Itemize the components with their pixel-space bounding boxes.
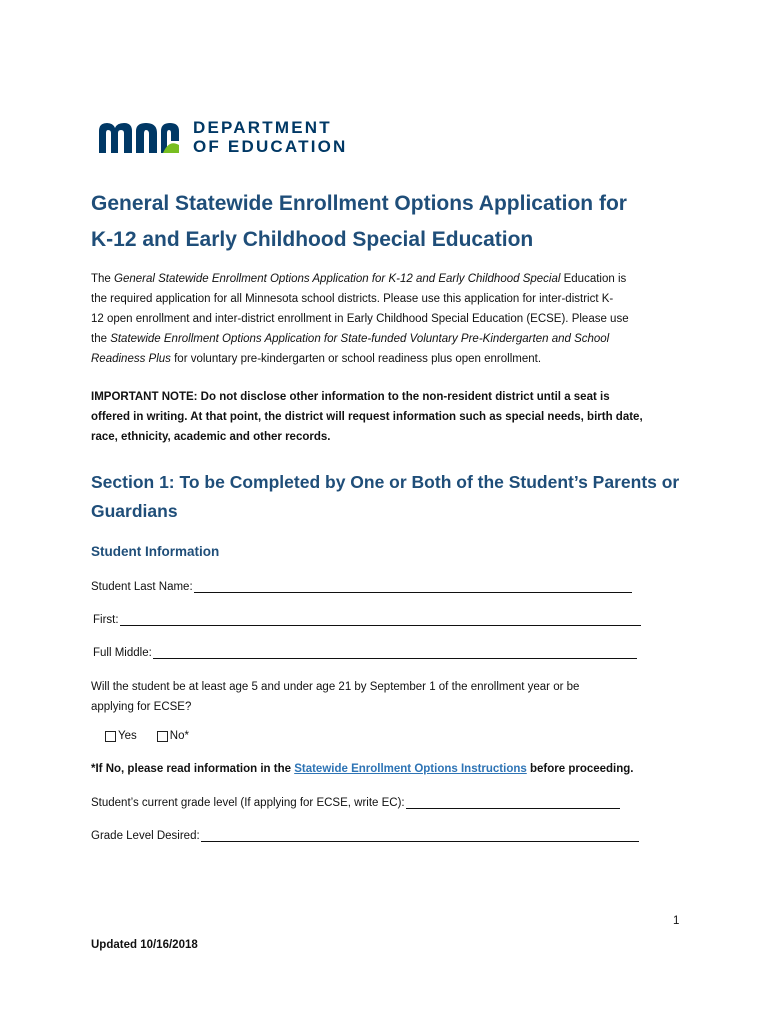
age-eligibility-question [91, 677, 671, 717]
note-line-2: offered in writing. At that point, the district will request information such as special needs, birth date, [91, 411, 643, 423]
question-line-2: applying for ECSE? [91, 701, 192, 713]
intro-text: the [91, 333, 111, 345]
middle-name-line[interactable] [153, 646, 637, 659]
if-no-text: *If No, please read information in the [91, 763, 295, 775]
intro-line-3: 12 open enrollment and inter-district enrollment in Early Childhood Special Education (ECSE). Please use [91, 313, 629, 325]
first-name-line[interactable] [120, 613, 641, 626]
no-checkbox[interactable] [157, 731, 168, 742]
logo-line-education: OF EDUCATION [193, 137, 348, 156]
note-line-3: race, ethnicity, academic and other records. [91, 431, 331, 443]
logo-line-department: DEPARTMENT [193, 118, 332, 137]
section-1-heading-line-2: Guardians [91, 501, 178, 521]
intro-italic-title: Readiness Plus [91, 353, 171, 365]
if-no-instruction [91, 763, 634, 775]
desired-grade-line[interactable] [201, 829, 639, 842]
student-last-name-line[interactable] [194, 580, 632, 593]
middle-name-field[interactable] [93, 646, 637, 659]
note-line-1: IMPORTANT NOTE: Do not disclose other information to the non-resident district until a seat is [91, 391, 610, 403]
middle-name-label: Full Middle: [93, 647, 152, 659]
document-title [91, 186, 731, 258]
intro-line-2: the required application for all Minnesota school districts. Please use this application for inter-district K- [91, 293, 614, 305]
intro-line-1 [91, 269, 691, 289]
desired-grade-field[interactable] [91, 829, 639, 842]
yes-option[interactable] [105, 730, 137, 742]
no-label: No* [169, 730, 189, 742]
if-no-text-end: before proceeding. [526, 763, 634, 775]
instructions-link[interactable]: Statewide Enrollment Options Instructions [294, 763, 527, 775]
intro-italic-title: General Statewide Enrollment Options Application for K-12 and Early Childhood Special [114, 273, 561, 285]
desired-grade-label: Grade Level Desired: [91, 830, 200, 842]
first-name-field[interactable] [93, 613, 641, 626]
intro-paragraph [91, 269, 691, 369]
section-1-heading [91, 468, 711, 526]
yes-checkbox[interactable] [105, 731, 116, 742]
student-last-name-field[interactable] [91, 580, 632, 593]
important-note [91, 387, 691, 447]
title-line-2: K-12 and Early Childhood Special Education [91, 228, 534, 251]
logo-text [193, 118, 348, 156]
intro-text: for voluntary pre-kindergarten or school readiness plus open enrollment. [170, 353, 542, 365]
current-grade-label: Student’s current grade level (If applying for ECSE, write EC): [91, 797, 405, 809]
mde-logo [97, 117, 348, 157]
title-line-1: General Statewide Enrollment Options Application for [91, 192, 627, 215]
section-1-heading-line-1: Section 1: To be Completed by One or Both of the Student’s Parents or [91, 472, 680, 492]
intro-line-5 [91, 349, 691, 369]
updated-date: Updated 10/16/2018 [91, 939, 198, 951]
current-grade-line[interactable] [406, 796, 620, 809]
student-information-heading: Student Information [91, 544, 220, 559]
age-eligibility-choices [105, 730, 209, 742]
yes-label: Yes [118, 730, 137, 742]
intro-line-4 [91, 329, 691, 349]
mn-logo-icon [97, 119, 181, 155]
student-last-name-label: Student Last Name: [91, 581, 193, 593]
first-name-label: First: [93, 614, 119, 626]
question-line-1: Will the student be at least age 5 and under age 21 by September 1 of the enrollment year or be [91, 681, 580, 693]
page-number: 1 [673, 915, 680, 927]
current-grade-field[interactable] [91, 796, 620, 809]
no-option[interactable] [157, 730, 189, 742]
intro-italic-title: Statewide Enrollment Options Application for State-funded Voluntary Pre-Kindergarten and School [110, 333, 610, 345]
intro-text: Education is [560, 273, 627, 285]
intro-text: The [91, 273, 115, 285]
